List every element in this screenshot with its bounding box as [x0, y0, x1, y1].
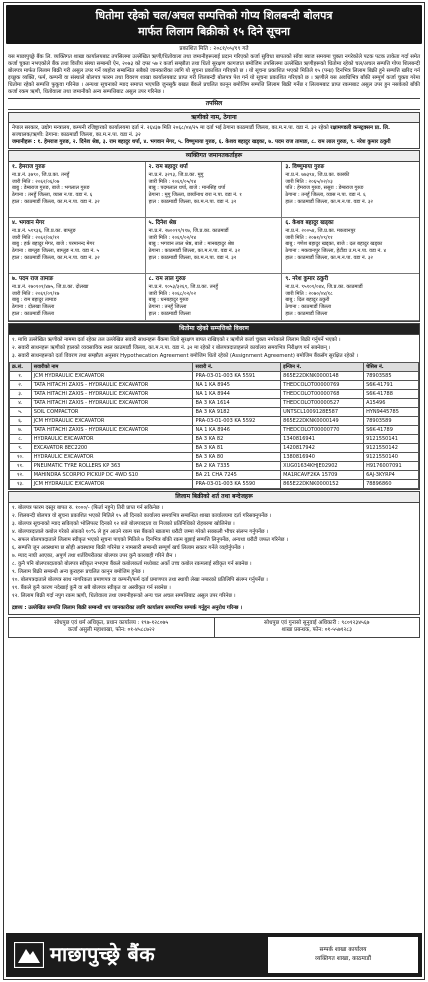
guarantor-detail: जारी मिति : २०६५/०२/०३ [285, 178, 333, 185]
term-item: ९. लिलाम बिक्री सम्बन्धी अन्य कुराहरू प्रचलित कानून बमोजिम हुनेछ । [12, 568, 145, 575]
guarantor-detail: हाल : काठमाडौं जिल्ला, का.म.न.पा. वडा नं. ३२ [285, 255, 374, 262]
table-cell: 1420817942 [281, 444, 364, 453]
table-cell: S6K-41791 [364, 381, 419, 390]
term-item: ८. कुनै पनि बोलपत्रदाताको बोलपत्र स्वीकृत नभएमा बैंकले कबोलकर्ता मध्येबाट अर्को उच्च कबोल रकमलाई स्वीकृत गर्न सक्नेछ । [12, 560, 252, 567]
table-row [10, 426, 419, 435]
guarantor-name: ८. राम लाल गुरुङ [148, 275, 186, 282]
table-cell: EXCAVATOR 8EC2200 [31, 444, 193, 453]
guarantor-card [9, 218, 146, 274]
guarantor-detail: हाल : काठमाडौं जिल्ला, का.म.न.पा. वडा नं. ३२ [285, 199, 374, 206]
table-cell: ३. [10, 390, 32, 399]
table-cell: BA 2 KA 7335 [193, 462, 281, 471]
guarantor-card [282, 162, 419, 218]
bank-footer [6, 933, 422, 977]
table-cell: BA 3 KA 1614 [193, 399, 281, 408]
guarantor-detail: हाल : काठमाडौं जिल्ला [12, 311, 55, 318]
guarantor-name: ९. नरेश कुमार ठकुरी [285, 275, 329, 282]
column-header: सवारी नं. [193, 363, 281, 372]
table-cell: PRA-03-01-003 KA 5592 [193, 417, 281, 426]
table-row [10, 435, 419, 444]
guarantor-detail: ना.प्र.नं. ५१९३६, जि.प्र.का. बाग्लुङ [12, 227, 76, 234]
guarantor-detail: बाबु : राम बहादुर तामाङ [12, 297, 57, 304]
term-item: १. बोलपत्र फारम दस्तुर बापत रु. १०००/- (फिर्ता नहुने) तिरी प्राप्त गर्न सकिनेछ । [12, 505, 164, 512]
term-item: १०. बोलपत्रदाताले बोलपत्र साथ नागरिकता प्रमाणपत्र वा कम्पनी/फर्म दर्ता प्रमाणपत्र तथा स्थायी लेखा नम्बरको प्रतिलिपि संलग्न गर्नुपर्नेछ । [12, 576, 268, 583]
table-cell: ४. [10, 399, 32, 408]
asset-note: ३. सवारी साधनहरूको दर्ता विवरण तथा सम्झौता अनुसार Hypothecation Agreement बमोजिम धितो रहेको (Assignment Agreement) बमोजिम बैंकसँग सुरक्षित रहेको । [12, 352, 359, 359]
table-cell: NA 1 KA 8944 [193, 390, 281, 399]
table-cell: THEDCOLOT00000527 [281, 399, 364, 408]
mountain-logo-icon [14, 942, 44, 968]
guarantor-cards [9, 162, 419, 321]
table-cell: 9121550142 [364, 444, 419, 453]
table-row [10, 444, 419, 453]
guarantor-card [282, 218, 419, 274]
table-cell: S6K-41788 [364, 390, 419, 399]
guarantor-detail: ठेगाना : काठमाडौं जिल्ला [285, 304, 332, 311]
guarantor-name: ७. पदम राज तामाङ [12, 275, 54, 282]
footer-address [268, 937, 418, 973]
guarantor-detail: ठेगाना : बाग्लुङ जिल्ला, बाग्लुङ न.पा. वडा नं. ५ [12, 248, 100, 255]
table-cell: MA1RCAVF2KA 15709 [281, 471, 364, 480]
guarantor-detail: हाल : काठमाडौं जिल्ला [148, 311, 191, 318]
table-cell: 78903585 [364, 372, 419, 381]
guarantor-detail: ठेगाना : तनहुँ जिल्ला, व्यास न.पा. वडा नं. ६ [12, 192, 93, 199]
borrower-box [8, 112, 420, 150]
term-item: ३. बोलपत्र सूचनाको म्याद सकिएको भोलिपल्ट दिनको १२ बजे बोलपत्रदाता वा निजको प्रतिनिधिको रोहबरमा खोलिनेछ । [12, 521, 235, 528]
table-row [10, 390, 419, 399]
guarantor-detail: जारी मिति : २०६२/०६/०७ [12, 178, 60, 185]
guarantor-detail: पति : हेमराज गुरुङ, ससुरा : डेम्बराज गुरुङ [285, 185, 364, 192]
table-cell: HYDRAULIC EXCAVATOR [31, 453, 193, 462]
contact-right: सोधपुछ एवं गुनासो सुनुवाई अधिकारी : ९८०१२३४५६७ शाखा प्रबन्धक, फोन: ०१-५५७१२८३ [264, 619, 370, 634]
table-cell: 9121550140 [364, 453, 419, 462]
bank-name: माछापुच्छ्रे बैंक [50, 942, 155, 967]
table-row [10, 480, 419, 489]
table-cell: UNTSCL1009128E587 [281, 408, 364, 417]
guarantor-detail: ठेगाना : काठमाडौं जिल्ला, का.म.न.पा. वडा नं. ३२ [148, 248, 241, 255]
guarantor-detail: जारी मिति : २०७०/०४/१८ [285, 290, 333, 297]
terms-note [9, 603, 419, 614]
column-header: सवारीको नाम [31, 363, 193, 372]
table-row [10, 408, 419, 417]
term-item: ७. म्याद नाघी आएका, अपूर्ण तथा शर्तविपरीतका बोलपत्र उपर कुनै कारबाही गरिने छैन । [12, 552, 177, 559]
table-cell: PNEUMATIC TYRE ROLLERS KP 363 [31, 462, 193, 471]
table-cell: BA 3 KA 9182 [193, 408, 281, 417]
table-cell: १. [10, 372, 32, 381]
table-cell: PRA-03-01-003 KA 5591 [193, 372, 281, 381]
table-cell: BA 3 KA 81 [193, 444, 281, 453]
term-item: १२. लिलाम बिक्री गर्दा नपुग रकम ऋणी, धितोवाला तथा जमानीहरूको अन्य चल अचल सम्पत्तिबाट असुल उपर गरिनेछ । [12, 592, 236, 599]
guarantor-detail: जारी मिति : २०६९/०५/१४ [148, 178, 197, 185]
footer-address-line2: व्यक्तिगत शाखा, काठमाडौं [315, 956, 371, 962]
table-cell: ९. [10, 444, 32, 453]
contact-left: सोधपुछ एवं धर्म अधिकृत, प्रधान कार्यालय : १९७-१२८०७५ कर्जा असुली महाशाखा, फोन: ०१-४५८८७२२ [9, 618, 215, 637]
guarantor-detail: बाबु : गणेश बहादुर खड्का, बाजे : दल बहादुर खड्का [285, 241, 383, 248]
guarantor-detail: हाल : काठमाडौं जिल्ला, का.म.न.पा. वडा नं. ३२ [12, 255, 100, 262]
asset-note: २. सवारी साधनहरू ऋणीको हालको व्यवसायिक स्थल काठमाडौं जिल्ला, का.म.न.पा. वडा नं. ३२ मा रहेको र बोलपत्रदाताहरूले कार्यालय समयभित्र निरीक्षण गर्न सक्नेछन् । [12, 344, 331, 351]
vehicle-table [9, 362, 419, 489]
personal-guarantors-box [8, 150, 420, 322]
guarantor-detail: हाल : काठमाडौं जिल्ला, का.म.न.पा. वडा नं. ३२ [148, 199, 237, 206]
table-cell: १३. [10, 480, 32, 489]
table-cell: HYDRAULIC EXCAVATOR [31, 435, 193, 444]
term-item: ११. बैंकले कुनै कारण नदेखाई कुनै वा सबै बोलपत्र स्वीकृत वा अस्वीकृत गर्न सक्नेछ । [12, 584, 171, 591]
guarantor-detail: जारी मिति : २०६२/०४/१२ [12, 234, 60, 241]
table-cell: THEDCOLOT00000768 [281, 390, 364, 399]
guarantor-detail: ठेगाना : तनहुँ जिल्ला [148, 304, 187, 311]
guarantor-name: १. हेमराज गुरुङ [12, 163, 46, 170]
table-cell: १०. [10, 453, 32, 462]
guarantor-name: ३. विष्णुमाया गुरुङ [285, 163, 325, 170]
table-cell: THEDCOLOT00000770 [281, 426, 364, 435]
guarantor-detail: बाबु : भगवान लाल श्रेष्ठ, बाजे : मानबहादुर श्रेष्ठ [148, 241, 234, 248]
table-cell: TATA HITACHI ZAXIS - HYDRAULIC EXCAVATOR [31, 390, 193, 399]
guarantor-name: ४. भगवान मेगर [12, 219, 45, 226]
intro-paragraph: यस माछापुच्छ्रे बैंक लि. व्यक्तिगत शाखा कार्यालयबाट तपसिलमा उल्लेखित ऋणी/धितोवाला तथा जमानीहरूलाई प्रदान गरिएको कर्जा सुविधा बापतको साँवा ब्याज समयमा चुक्ता नगरेकोले पटक पटक ताकेता गर्दा समेत कर्जा चुक्ता नभएकोले बैंक तथा वित्तीय संस्था सम्बन्धी ऐन, २०७३ को दफा ५७ र कर्जा सम्झौता तथा धितो सुरक्षण कागजात बमोजिम तपसिलमा उल्लेखित ऋणीहरूको धितोमा रहेको चल/अचल सम्पत्ति गोप्य शिलबन्दी बोलपत्र मार्फत लिलाम बिक्री गरी असुल उपर गर्ने व्यहोरा सम्बन्धित सबैको जानकारीका लागि यो सूचना प्रकाशित गरिएको छ । यो सूचना प्रकाशित भएको मितिले १५ (पन्ध्र) दिनभित्र लिलाम बिक्री हुने सम्पत्ति खरिद गर्न इच्छुक व्यक्ति, फर्म, कम्पनी वा संस्थाले बोलपत्र फारम तथा विवरण शाखा कार्यालयबाट प्राप्त गरी शिलबन्दी बोलपत्र पेश गर्न यो सूचना प्रकाशित गरिएको छ । ऋणीले यस अवधिभित्र बाँकी सम्पूर्ण कर्जा चुक्ता गरेमा धितोमा रहेको सम्पत्ति फुकुवा गरिनेछ । अन्यथा सूचनाको म्याद समाप्त भएपछि जुनसुकै बखत बैंकले प्रचलित कानून बमोजिम सम्पत्ति लिलाम बिक्री गर्नेछ र लिलामबाट प्राप्त रकमबाट असुल उपर हुन नसकेको बाँकी कर्जा रकम ऋणी, धितोवाला तथा जमानीको अन्य सम्पत्तिबाट असुल उपर गरिनेछ । [8, 54, 420, 95]
guarantor-detail: ना.प्र.नं. ३७९०, जि.प्र.का. तनहुँ [12, 171, 70, 178]
table-cell: S6K-41789 [364, 426, 419, 435]
guarantor-detail: ना.प्र.नं. ७७३९४, जि.प्र.का. कास्की [285, 171, 350, 178]
guarantor-detail: ना.प्र.नं. ९५१०१/०४४, जि.प्र.का. काठमाडौं [285, 283, 363, 290]
table-cell: 865E22DKNK0000148 [281, 372, 364, 381]
column-header: चेसिस नं. [364, 363, 419, 372]
guarantor-detail: जारी मिति : २०६९/०२/२४ [148, 234, 197, 241]
table-cell: PRA-03-01-003 KA 5590 [193, 480, 281, 489]
terms-list [9, 503, 419, 603]
guarantor-detail: ठेगाना : मकवानपुर जिल्ला, हेटौंडा उ.म.न.पा. वडा नं. ४ [285, 248, 387, 255]
guarantor-card [282, 274, 419, 321]
guarantor-list: जमानीहरू : १. हेमराज गुरुङ, २. दिनेश श्रेष्ठ, ३. राम बहादुर थर्पा, ४. भगवान मेगर, ५. विष्णुमाया गुरुङ, ६. केशव बहादुर खड्का, ७. पदम राज तामाङ, ८. राम लाल गुरुङ, ९. नरेश कुमार ठकुरी [12, 139, 391, 146]
borrower-body [9, 123, 419, 148]
guarantor-card [146, 218, 283, 274]
guarantor-detail: ठेगाना : दोलखा जिल्ला [12, 304, 55, 311]
guarantor-detail: ना.प्र.नं. २७००११/११७, जि.प्र.का. काठमाडौं [148, 227, 229, 234]
table-cell: ८. [10, 435, 32, 444]
personal-guarantors-heading: व्यक्तिगत जमानतकर्ताहरू [9, 151, 419, 162]
table-row [10, 372, 419, 381]
guarantor-name: ५. दिनेश श्रेष्ठ [148, 219, 177, 226]
guarantor-detail: जारी मिति : २०६८/०२/०२ [148, 290, 197, 297]
table-cell: TATA HITACHI ZAXIS - HYDRAULIC EXCAVATOR [31, 381, 193, 390]
table-cell: H9176007091 [364, 462, 419, 471]
assets-heading: धितोमा रहेको सम्पत्तिको विवरण [9, 324, 419, 335]
table-row [10, 462, 419, 471]
guarantor-card [146, 274, 283, 321]
table-cell: 9121550141 [364, 435, 419, 444]
table-row [10, 471, 419, 480]
guarantor-name: २. राम बहादुर थर्पा [148, 163, 188, 170]
published-date: प्रकाशित मिति : २०८१/०५/१९ गते [179, 45, 249, 52]
table-cell: TATA HITACHI ZAXIS - HYDRAULIC EXCAVATOR [31, 426, 193, 435]
table-cell: ७. [10, 426, 32, 435]
borrower-heading: ऋणीको नाम, ठेगाना [9, 113, 419, 124]
table-cell: JCM HYDRAULIC EXCAVATOR [31, 417, 193, 426]
guarantor-detail: हाल : काठमाडौं जिल्ला, का.म.न.पा. वडा नं. ३२ [148, 255, 237, 262]
table-cell: ११. [10, 462, 32, 471]
table-cell: १२. [10, 471, 32, 480]
bank-logo [6, 942, 155, 968]
asset-note: १. माथि उल्लेखित ऋणीको नाममा दर्ता रहेका तल उल्लेखित सवारी साधनहरू बैंकमा धितो सुरक्षण बापत राखिएको र ऋणीले कर्जा चुक्ता नगरेकाले लिलाम बिक्री गर्नुपर्ने भएको । [12, 336, 341, 343]
assets-box [8, 323, 420, 490]
borrower-name: रक्षामण्डली कन्स्ट्रक्सन प्रा. लि. [330, 125, 390, 132]
guarantor-detail: जारी मिति : २०७१/०९/११ [285, 234, 333, 241]
term-item: ६. सम्पत्ति जुन अवस्थामा छ सोही अवस्थामा बिक्री गरिनेछ र नामसारी सम्बन्धी सम्पूर्ण खर्च लिलाम सकार गर्नेले व्यहोर्नुपर्नेछ । [12, 544, 245, 551]
table-cell: २. [10, 381, 32, 390]
guarantor-detail: ठेगाना : मुगु जिल्ला, छायाँनाथ रारा न.पा. वडा नं. १ [148, 192, 242, 199]
guarantor-card [9, 162, 146, 218]
table-cell: 78896860 [364, 480, 419, 489]
table-cell: XUG01634KHJE02902 [281, 462, 364, 471]
guarantor-detail: ना.प्र.नं. २७०१०१/४७५, जि.प्र.का. दोलखा [12, 283, 89, 290]
table-cell: NA 1 KA 8946 [193, 426, 281, 435]
guarantor-detail: ना.प्र.नं. १०५३/३२६९, जि.प्र.का. तनहुँ [148, 283, 218, 290]
table-cell: MAHINDRA SCORPIO PICKUP DC 4WD S10 [31, 471, 193, 480]
table-cell: THEDCOLOT00000769 [281, 381, 364, 390]
guarantor-card [146, 162, 283, 218]
table-row [10, 381, 419, 390]
table-row [10, 399, 419, 408]
table-cell: SOIL COMPACTOR [31, 408, 193, 417]
guarantor-detail: बाबु : धनबहादुर गुरुङ [148, 297, 189, 304]
table-cell: 1340816941 [281, 435, 364, 444]
table-cell: BA 3 KA 80 [193, 453, 281, 462]
notice-page [3, 2, 425, 980]
guarantor-detail: बाबु : दिल बहादुर ठकुरी [285, 297, 330, 304]
guarantor-detail: हाल : काठमाडौं जिल्ला, का.म.न.पा. वडा नं. ३२ [12, 199, 100, 206]
table-cell: A15496 [364, 399, 419, 408]
guarantor-detail: जारी मिति : २०६९/०९/१७ [12, 290, 60, 297]
notice-title-line2: मार्फत लिलाम बिक्रीको १५ दिने सूचना [138, 24, 290, 38]
table-row [10, 417, 419, 426]
guarantor-detail: बाबु : पदमलाल थर्पा, बाजे : मानसिंह थर्पा [148, 185, 226, 192]
guarantor-detail: ठेगाना : तनहुँ जिल्ला, व्यास न.पा. वडा नं. ६ [285, 192, 366, 199]
table-cell: ५. [10, 408, 32, 417]
asset-notes [9, 335, 419, 363]
terms-heading: लिलाम बिक्रीको शर्त तथा बन्देजहरू [9, 492, 419, 503]
borrower-desc: नेपाल सरकार, उद्योग मन्त्रालय, कम्पनी रजिष्ट्रारको कार्यालयमा दर्ता नं. २६४३७ मिति २०६८/०४/२५ मा दर्ता भई ठेगाना काठमाडौं जिल्ला, का.म.न.पा. वडा नं. ३२ रहेको [12, 125, 329, 132]
borrower-proprietors: सञ्चालक/ऋणी: ठेगाना: काठमाडौं जिल्ला, का.म.न.पा. वडा नं. ३२ [12, 132, 141, 139]
guarantor-detail: ना.प्र.नं. ३२९३, जि.प्र.का. मुगु [148, 171, 204, 178]
table-cell: HYN9445785 [364, 408, 419, 417]
table-cell: 865E22DKNK0000149 [281, 417, 364, 426]
table-cell: 78903589 [364, 417, 419, 426]
guarantor-detail: ना.प्र.नं. २००५४, जि.प्र.का. मकवानपुर [285, 227, 356, 234]
table-row [10, 453, 419, 462]
table-cell: BA 21 CHA 7245 [193, 471, 281, 480]
table-cell: BA 3 KA 82 [193, 435, 281, 444]
tapasil-heading: तपसिल [8, 98, 420, 110]
guarantor-card [9, 274, 146, 321]
terms-box [8, 491, 420, 614]
table-cell: NA 1 KA 8945 [193, 381, 281, 390]
table-cell: JCM HYDRAULIC EXCAVATOR [31, 480, 193, 489]
footer-address-line1: सम्पर्क शाखा कार्यालय [319, 946, 367, 953]
table-cell: 6AJ-3KYRP4 [364, 471, 419, 480]
notice-title-line1: धितोमा रहेको चल/अचल सम्पत्तिको गोप्य शिलबन्दी बोलपत्र [95, 9, 333, 22]
guarantor-detail: हाल : काठमाडौं जिल्ला [285, 311, 328, 318]
guarantor-name: ६. केशव बहादुर खड्का [285, 219, 334, 226]
column-header: इन्जिन नं. [281, 363, 364, 372]
table-cell: ६. [10, 417, 32, 426]
vehicle-table-header [10, 363, 419, 372]
term-item: ४. बोलपत्रदाताले कबोल गरेको अंकको १०% ले हुन आउने रकम यस बैंकको खातामा धरौटी जम्मा गरेको सक्कली भौचर संलग्न गर्नुपर्नेछ । [12, 529, 269, 536]
term-item: २. शिलबन्दी बोलपत्र यो सूचना प्रकाशित भएको मितिले १५ औं दिनको कार्यालय समयभित्र सम्बन्धित शाखा कार्यालयमा दर्ता गरिसक्नुपर्नेछ । [12, 513, 272, 520]
terms-note-text: द्रष्टव्य : उल्लेखित सम्पत्ति लिलाम बिक्री सम्बन्धी थप जानकारीका लागि कार्यालय समयभित्र सम्पर्क गर्नुहुन अनुरोध गरिन्छ । [12, 604, 243, 611]
term-item: ५. सफल बोलपत्रदाताले लिलाम स्वीकृत भएको सूचना पाएको मितिले ७ दिनभित्र बाँकी रकम बुझाई सम्पत्ति लिनुपर्नेछ, अन्यथा धरौटी जफत गरिनेछ । [12, 537, 289, 544]
notice-header [6, 5, 422, 44]
guarantor-detail: बाबु : डेम्बराज गुरुङ, बाजे : भगलाल गुरुङ [12, 185, 90, 192]
column-header: क्र.सं. [10, 363, 32, 372]
table-cell: 1380816940 [281, 453, 364, 462]
table-cell: TATA HITACHI ZAXIS - HYDRAULIC EXCAVATOR [31, 399, 193, 408]
guarantor-detail: बाबु : हर्क बहादुर मेगर, बाजे : परमानन्द मेगर [12, 241, 95, 248]
contact-row [8, 617, 420, 638]
table-cell: JCM HYDRAULIC EXCAVATOR [31, 372, 193, 381]
table-cell: 865E22DKNK0000152 [281, 480, 364, 489]
